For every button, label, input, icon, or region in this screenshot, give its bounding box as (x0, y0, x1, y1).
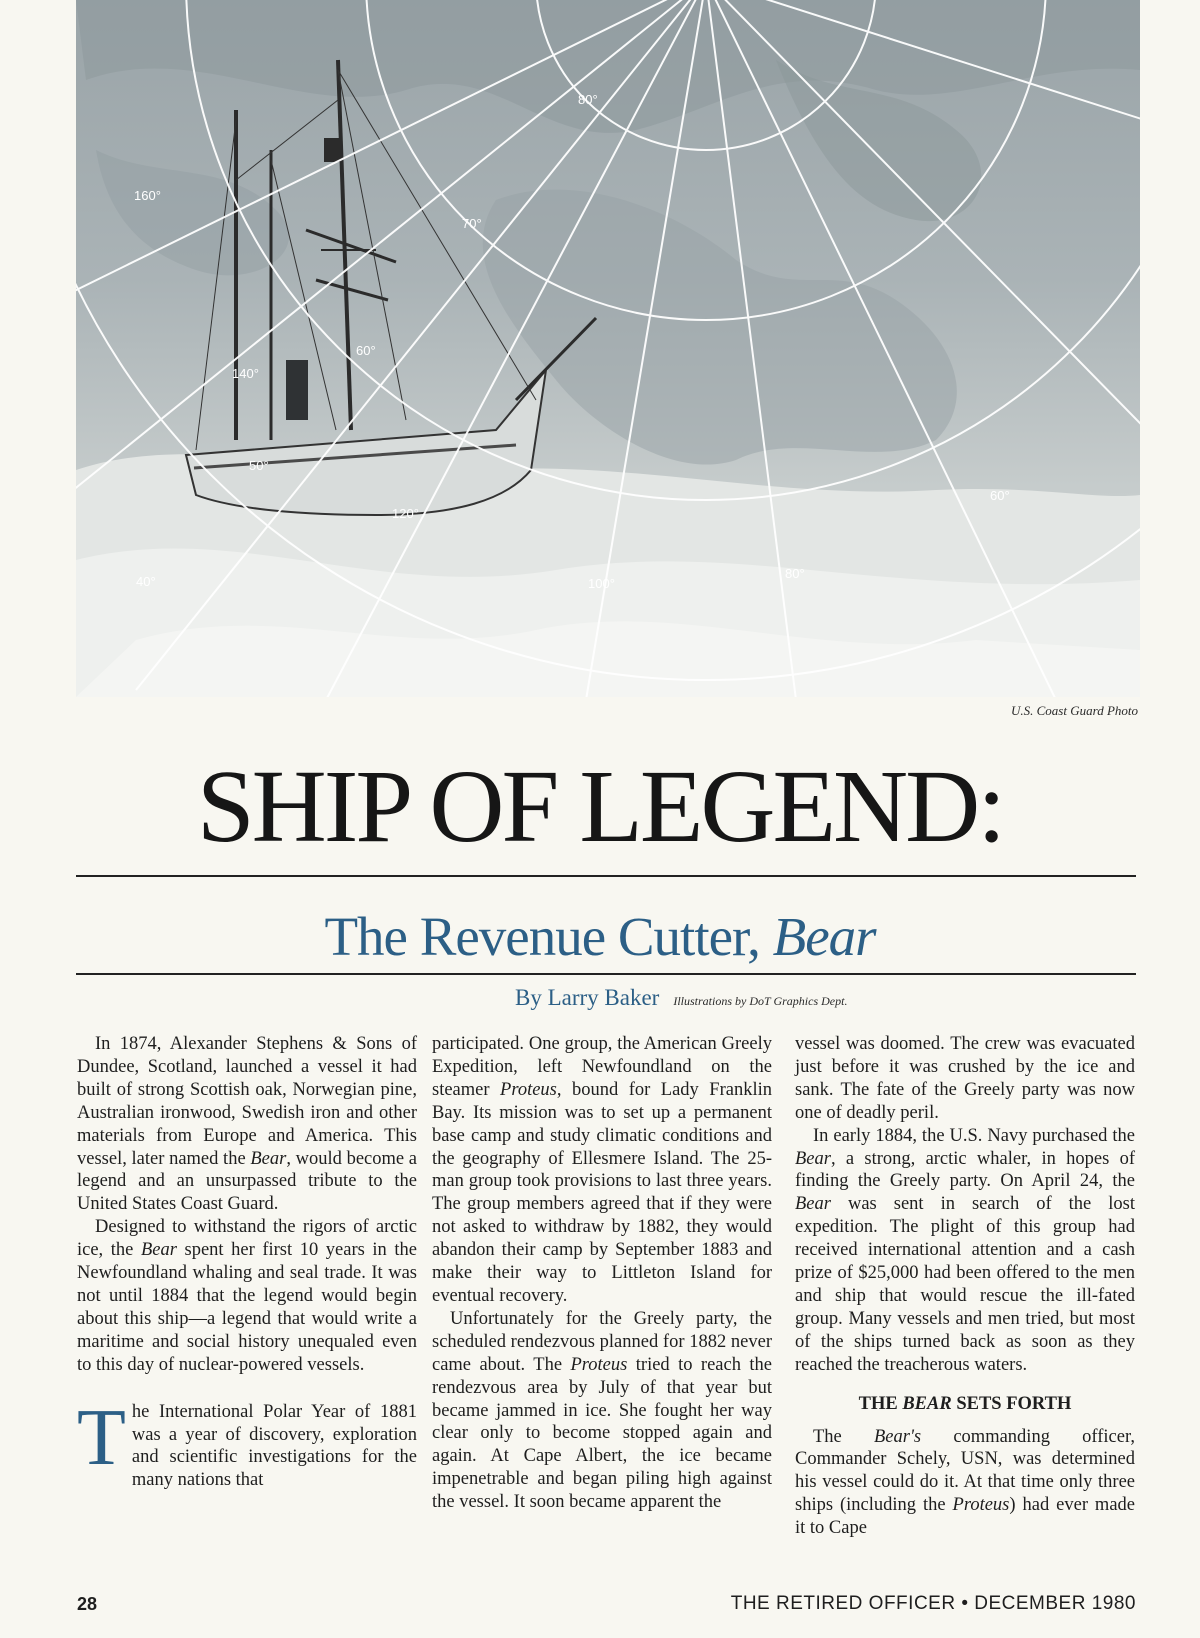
photo-credit: U.S. Coast Guard Photo (1011, 703, 1138, 718)
byline-illustrations: Illustrations by DoT Graphics Dept. (673, 994, 848, 1008)
divider-bottom (76, 973, 1136, 975)
map-label-100: 100° (588, 576, 615, 591)
article-column-3 (795, 1033, 1135, 1540)
paragraph: The International Polar Year of 1881 was a year of discovery, exploration and scientific investigations for the many nations that (77, 1393, 417, 1491)
subtitle-text: The Revenue Cutter, (324, 906, 773, 967)
map-label-120: 120° (392, 506, 419, 521)
paragraph: Designed to withstand the rigors of arctic ice, the Bear spent her first 10 years in the Newfoundland whaling and seal trade. It was not until 1884 that the legend would begin about this ship—a legend that would write a maritime and social history unequaled even to this day of nuclear-powered vessels. (77, 1217, 417, 1375)
map-label-160: 160° (134, 188, 161, 203)
paragraph: In 1874, Alexander Stephens & Sons of Dundee, Scotland, launched a vessel it had built of strong Scottish oak, Norwegian pine, Australian ironwood, Swedish iron and other materials from Europe and America. This vessel, later named the Bear, would become a legend and an unsurpassed tribute to the United States Coast Guard. (77, 1034, 417, 1215)
page-title: SHIP OF LEGEND: (196, 749, 1004, 864)
map-label-40: 40° (136, 574, 156, 589)
subtitle (0, 905, 1200, 969)
map-label-80b: 80° (785, 566, 805, 581)
byline-author: By Larry Baker (515, 985, 660, 1010)
divider-top (76, 875, 1136, 877)
subtitle-ship-name: Bear (772, 906, 876, 967)
paragraph: participated. One group, the American Greely Expedition, left Newfoundland on the steamer Proteus, bound for Lady Franklin Bay. Its mission was to set up a permanent base camp and study climatic conditions and the geography of Ellesmere Island. The 25-man group took provisions to last three years. The group members agreed that if they were not asked to withdraw by 1882, they would abandon their camp by September 1883 and make their way to Littleton Island for eventual recovery. (432, 1034, 772, 1306)
paragraph: Unfortunately for the Greely party, the scheduled rendezvous planned for 1882 never came about. The Proteus tried to reach the rendezvous area by July of that year but became jammed in ice. She fought her way clear only to become stopped again and again. At Cape Albert, the ice became impenetrable and began piling high against the vessel. It soon became apparent the (432, 1308, 772, 1513)
map-label-60b: 60° (990, 488, 1010, 503)
map-label-140: 140° (232, 366, 259, 381)
hero-photo (76, 0, 1140, 697)
paragraph: The Bear's commanding officer, Commander Schely, USN, was determined his vessel could do it. At that time only three ships (including the Proteus) had ever made it to Cape (795, 1426, 1136, 1539)
map-label-80: 80° (578, 92, 598, 107)
ship-in-ice-illustration (76, 0, 1140, 697)
article-column-1 (77, 1033, 417, 1492)
map-label-70: 70° (462, 216, 482, 231)
drop-cap: T (77, 1393, 126, 1482)
page-number: 28 (77, 1594, 98, 1614)
publication-footer: THE RETIRED OFFICER • DECEMBER 1980 (730, 1593, 1136, 1614)
map-label-60: 60° (356, 343, 376, 358)
article-column-2 (432, 1033, 772, 1514)
map-label-50: 50° (249, 458, 269, 473)
byline (515, 985, 847, 1011)
section-heading: THE BEAR SETS FORTH (858, 1393, 1072, 1414)
paragraph: In early 1884, the U.S. Navy purchased the Bear, a strong, arctic whaler, in hopes of finding the Greely party. On April 24, the Bear was sent in search of the lost expedition. The plight of this group had received international attention and a cash prize of $25,000 had been offered to the men and ship that would rescue the ill-fated group. Many vessels and men tried, but most of the ships turned back as soon as they reached the treacherous waters. (795, 1125, 1135, 1375)
paragraph: vessel was doomed. The crew was evacuated just before it was crushed by the ice and sank. The fate of the Greely party was now one of deadly peril. (795, 1034, 1135, 1123)
